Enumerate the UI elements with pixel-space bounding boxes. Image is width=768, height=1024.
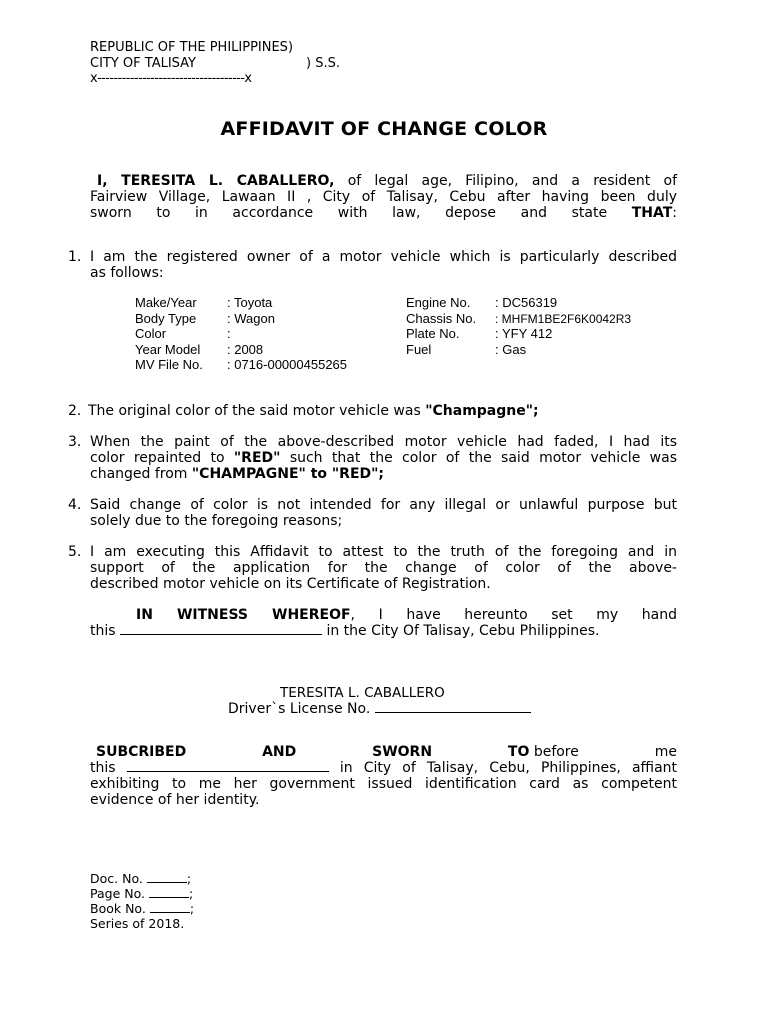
intro-that: THAT: [631, 205, 673, 221]
spec-row: [135, 326, 347, 342]
item-2-number: 2.: [68, 403, 82, 419]
spec-row: [135, 311, 347, 327]
spec-value: : 0716-00000455265: [227, 357, 348, 372]
spec-value: :: [227, 326, 231, 341]
item-3-paragraph: [90, 434, 677, 482]
venue-line-2-left: CITY OF TALISAY: [90, 56, 196, 71]
item-5-line-2: support of the application for the change of color of the above-: [90, 560, 677, 576]
jurat-this: this: [90, 760, 116, 776]
spec-value: : MHFM1BE2F6K0042R3: [495, 311, 632, 326]
doc-no-line: [90, 871, 191, 886]
spec-row: [406, 311, 631, 327]
intro-line-3-text: sworn to in accordance with law, depose and state: [90, 205, 632, 221]
item-3-color-change: "CHAMPAGNE" to "RED";: [191, 466, 385, 482]
date-blank[interactable]: [120, 623, 322, 635]
item-4-line-2: solely due to the foregoing reasons;: [90, 513, 343, 529]
intro-paragraph: [90, 173, 677, 221]
book-no-line: [90, 901, 194, 916]
spec-label: Body Type: [135, 310, 197, 326]
spec-value: : YFY 412: [495, 326, 553, 341]
intro-line-1: [90, 173, 677, 189]
item-4-paragraph: [90, 497, 677, 529]
jurat-to-before: [508, 744, 579, 760]
affiant-name: I, TERESITA L. CABALLERO,: [97, 173, 335, 189]
item-3-line-2-text: color repainted to: [90, 450, 234, 466]
item-3-line-1: When the paint of the above-described motor vehicle had faded, I had its: [90, 434, 677, 450]
witness-line-1: [90, 607, 677, 623]
item-1-number: 1.: [68, 249, 82, 265]
page-no-blank[interactable]: [149, 886, 189, 898]
item-3-line-3: [90, 466, 677, 482]
item-5-line-1: I am executing this Affidavit to attest to the truth of the foregoing and in: [90, 544, 677, 560]
witness-this: this: [90, 623, 116, 639]
item-2-paragraph: [88, 403, 539, 419]
jurat-date-blank[interactable]: [127, 760, 329, 772]
spec-row: [135, 357, 347, 373]
item-3-line-2: [90, 450, 677, 466]
intro-line-1-text: of legal age, Filipino, and a resident of: [347, 173, 678, 189]
page-no-suffix: ;: [188, 886, 194, 901]
jurat-line-2: [90, 760, 677, 776]
vehicle-specs-right: [406, 295, 631, 357]
spec-label: Fuel: [406, 341, 432, 357]
item-5-number: 5.: [68, 544, 82, 560]
spec-value: : DC56319: [495, 295, 558, 310]
book-no-blank[interactable]: [150, 901, 190, 913]
page-no-line: [90, 886, 193, 901]
spec-row: [406, 295, 631, 311]
jurat-line-1: [90, 744, 677, 760]
item-2-text: The original color of the said motor vehicle was: [88, 403, 426, 419]
jurat-me: me: [654, 744, 677, 760]
spec-label: MV File No.: [135, 357, 203, 372]
in-witness-whereof: IN WITNESS WHEREOF: [136, 607, 351, 623]
jurat-line-3: exhibiting to me her government issued identification card as competent: [90, 776, 677, 792]
affiant-signature-name: TERESITA L. CABALLERO: [280, 685, 445, 701]
book-no-label: Book No.: [90, 901, 146, 916]
item-5-line-3: described motor vehicle on its Certificate of Registration.: [90, 576, 491, 592]
license-number-blank[interactable]: [375, 701, 531, 713]
jurat-line-2-text: in City of Talisay, Cebu, Philippines, affiant: [339, 760, 678, 776]
item-3-new-color: "RED": [233, 450, 281, 466]
spec-label: Engine No.: [406, 295, 471, 310]
vehicle-specs-left: [135, 295, 347, 373]
spec-row: [135, 342, 347, 358]
intro-line-2: Fairview Village, Lawaan II , City of Talisay, Cebu after having been duly: [90, 189, 677, 205]
item-1-line-2: as follows:: [90, 265, 164, 281]
spec-label: Chassis No.: [406, 310, 477, 326]
venue-line-2-right: ) S.S.: [306, 56, 340, 71]
item-2-original-color: "Champagne";: [425, 403, 539, 419]
jurat-before: before: [533, 744, 579, 760]
item-3-number: 3.: [68, 434, 82, 450]
series-line: Series of 2018.: [90, 916, 185, 931]
intro-colon: :: [672, 205, 677, 221]
item-4-line-1: Said change of color is not intended for any illegal or unlawful purpose but: [90, 497, 677, 513]
doc-no-blank[interactable]: [147, 871, 187, 883]
spec-value: : Gas: [495, 341, 527, 357]
doc-no-label: Doc. No.: [90, 871, 143, 886]
jurat-line-4: evidence of her identity.: [90, 792, 260, 808]
jurat-paragraph: [90, 760, 677, 808]
item-1-line-1: I am the registered owner of a motor vehicle which is particularly described: [90, 249, 677, 265]
spec-row: [406, 326, 631, 342]
venue-line-1: REPUBLIC OF THE PHILIPPINES): [90, 40, 294, 55]
jurat-sworn: SWORN: [372, 744, 433, 760]
jurat-subscribed: SUBCRIBED: [96, 744, 187, 760]
witness-line-1-text: , I have hereunto set my hand: [350, 607, 677, 623]
intro-line-3: [90, 205, 677, 221]
spec-row: [406, 342, 631, 358]
spec-row: [135, 295, 347, 311]
item-1-paragraph: [90, 249, 677, 281]
spec-value: : 2008: [227, 341, 264, 357]
spec-label: Plate No.: [406, 326, 460, 341]
drivers-license-label: Driver`s License No.: [228, 701, 371, 717]
item-3-line-2-rest: such that the color of the said motor vehicle was: [280, 450, 677, 466]
doc-no-suffix: ;: [186, 871, 192, 886]
jurat-and: AND: [262, 744, 297, 760]
witness-line-2: [90, 623, 677, 639]
spec-label: Make/Year: [135, 295, 197, 310]
witness-clause: [90, 607, 677, 639]
drivers-license-line: [228, 701, 531, 717]
jurat-to: TO: [507, 744, 530, 760]
book-no-suffix: ;: [189, 901, 195, 916]
witness-line-2-text: in the City Of Talisay, Cebu Philippines.: [326, 623, 600, 639]
venue-line-3: x------------------------------------x: [90, 71, 252, 86]
spec-label: Color: [135, 326, 167, 341]
item-3-line-3-text: changed from: [90, 466, 192, 482]
spec-value: : Wagon: [227, 310, 275, 326]
spec-value: : Toyota: [227, 295, 273, 310]
item-5-paragraph: [90, 544, 677, 592]
document-title: AFFIDAVIT OF CHANGE COLOR: [220, 118, 548, 140]
spec-label: Year Model: [135, 341, 201, 357]
item-4-number: 4.: [68, 497, 82, 513]
page-no-label: Page No.: [90, 886, 145, 901]
